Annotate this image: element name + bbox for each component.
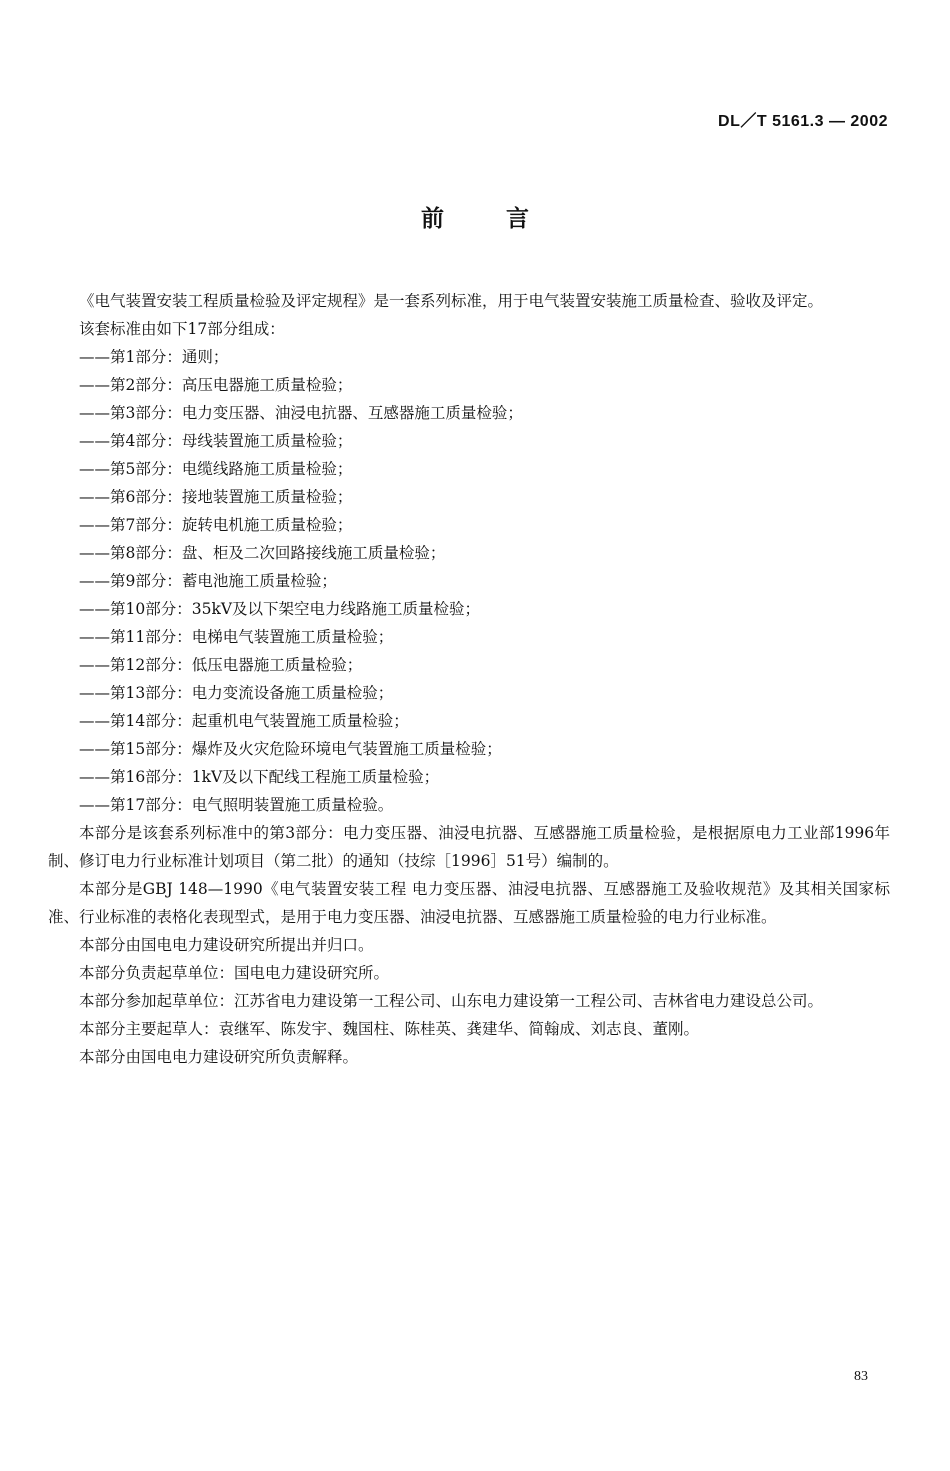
basis-paragraph: 本部分是GBJ 148—1990《电气装置安装工程 电力变压器、油浸电抗器、互感器施工及验收规范》及其相关国家标准、行业标准的表格化表现型式，是用于电力变压器、油浸电抗器、互感器施工质量检验的电力行业标准。 xyxy=(48,880,890,926)
list-item: ——第10部分：35kV及以下架空电力线路施工质量检验； xyxy=(79,600,481,618)
list-item: ——第9部分：蓄电池施工质量检验； xyxy=(79,572,337,590)
list-item: ——第17部分：电气照明装置施工质量检验。 xyxy=(79,796,394,814)
parts-list xyxy=(48,343,890,819)
origin-paragraph: 本部分是该套系列标准中的第3部分：电力变压器、油浸电抗器、互感器施工质量检验，是根据原电力工业部1996年制、修订电力行业标准计划项目（第二批）的通知（技综［1996］51号）编制的。 xyxy=(48,824,890,870)
list-item: ——第14部分：起重机电气装置施工质量检验； xyxy=(79,712,409,730)
list-item: ——第13部分：电力变流设备施工质量检验； xyxy=(79,684,394,702)
parts-intro: 该套标准由如下17部分组成： xyxy=(79,320,285,338)
list-item: ——第3部分：电力变压器、油浸电抗器、互感器施工质量检验； xyxy=(79,404,523,422)
list-item: ——第7部分：旋转电机施工质量检验； xyxy=(79,516,353,534)
page-number: 83 xyxy=(854,1369,868,1384)
list-item: ——第4部分：母线装置施工质量检验； xyxy=(79,432,353,450)
list-item: ——第1部分：通则； xyxy=(79,348,229,366)
title-char-1: 前 xyxy=(421,206,444,232)
proposer-paragraph: 本部分由国电电力建设研究所提出并归口。 xyxy=(79,936,374,954)
list-item: ——第6部分：接地装置施工质量检验； xyxy=(79,488,353,506)
list-item: ——第15部分：爆炸及火灾危险环境电气装置施工质量检验； xyxy=(79,740,502,758)
list-item: ——第11部分：电梯电气装置施工质量检验； xyxy=(79,628,394,646)
foreword-content xyxy=(48,287,890,1071)
list-item: ——第16部分：1kV及以下配线工程施工质量检验； xyxy=(79,768,440,786)
list-item: ——第5部分：电缆线路施工质量检验； xyxy=(79,460,353,478)
list-item: ——第12部分：低压电器施工质量检验； xyxy=(79,656,363,674)
title-char-2: 言 xyxy=(506,206,529,232)
list-item: ——第8部分：盘、柜及二次回路接线施工质量检验； xyxy=(79,544,446,562)
page-title xyxy=(0,200,950,233)
list-item: ——第2部分：高压电器施工质量检验； xyxy=(79,376,353,394)
participating-units-paragraph: 本部分参加起草单位：江苏省电力建设第一工程公司、山东电力建设第一工程公司、吉林省电力建设总公司。 xyxy=(79,992,824,1010)
drafters-paragraph: 本部分主要起草人：袁继军、陈发宇、魏国柱、陈桂英、龚建华、简翰成、刘志良、董刚。 xyxy=(79,1020,700,1038)
standard-code: DL／T 5161.3 — 2002 xyxy=(718,113,888,130)
intro-paragraph: 《电气装置安装工程质量检验及评定规程》是一套系列标准，用于电气装置安装施工质量检查、验收及评定。 xyxy=(79,292,824,310)
drafting-unit-paragraph: 本部分负责起草单位：国电电力建设研究所。 xyxy=(79,964,390,982)
interpretation-paragraph: 本部分由国电电力建设研究所负责解释。 xyxy=(79,1048,359,1066)
